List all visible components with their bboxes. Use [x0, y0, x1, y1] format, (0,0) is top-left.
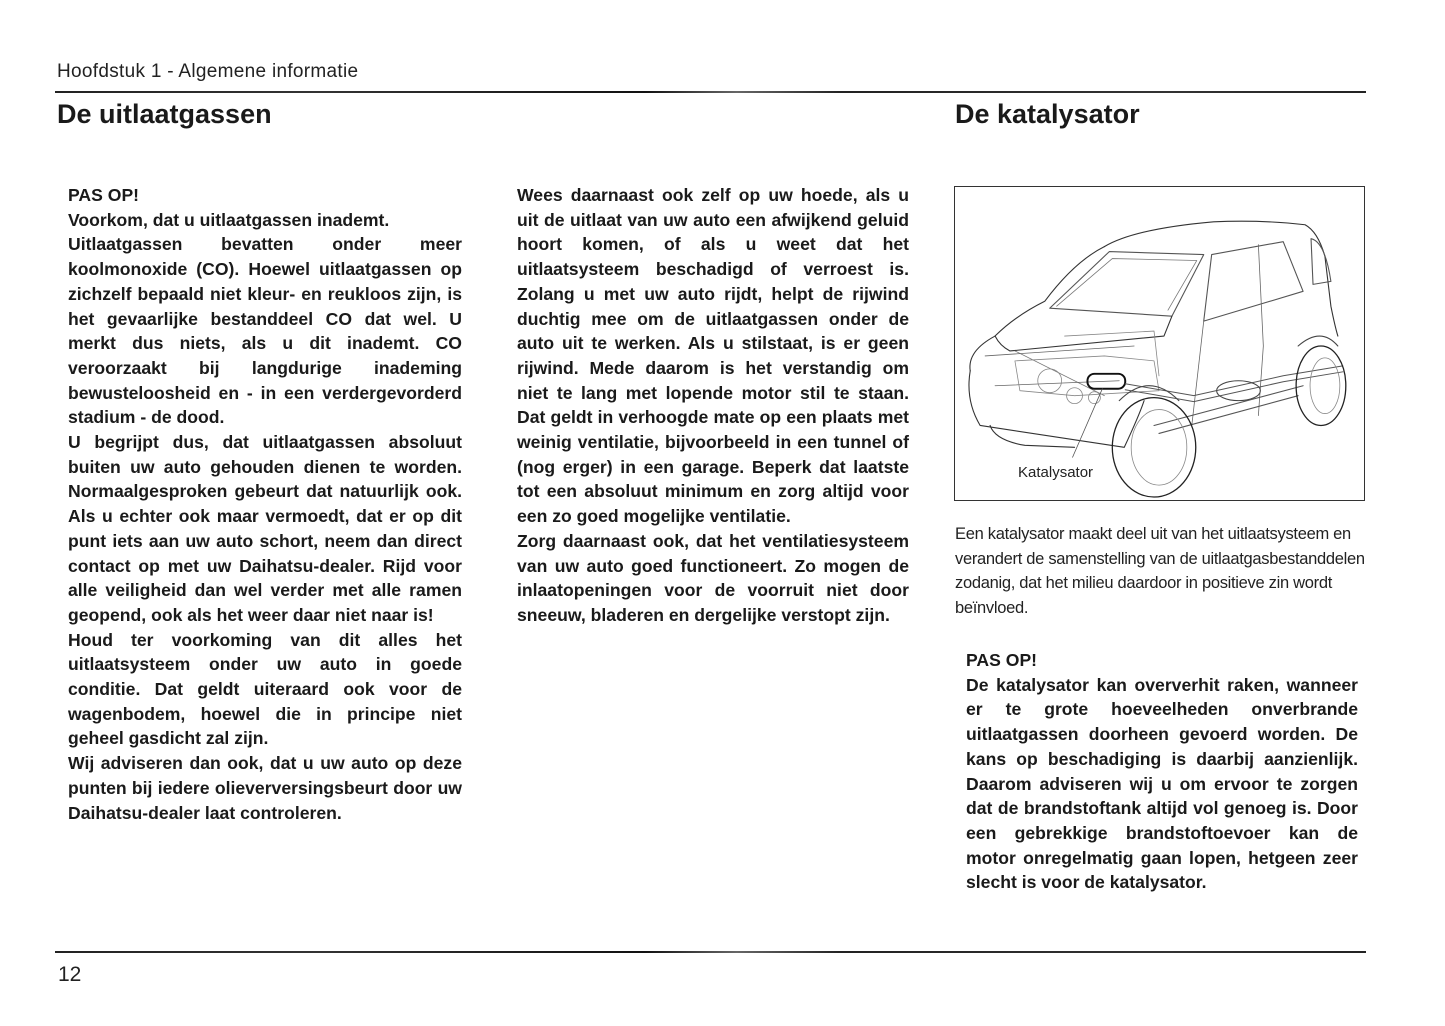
section-title-catalytic-converter: De katalysator — [955, 99, 1140, 129]
paragraph: De katalysator kan oververhit raken, wanneer er te grote hoeveelheden onverbrande uitlaatgassen doorheen gevoerd worden. De kans op beschadiging is daarbij aanzienlijk. Daarom adviseren wij u om ervoor te zorgen dat de brandstoftank altijd vol genoeg is. Door een gebrekkige brandstoftoevoer kan de motor onregelmatig gaan lopen, hetgeen zeer slecht is voor de katalysator. — [966, 674, 1358, 893]
running-head: Hoofdstuk 1 - Algemene informatie — [57, 61, 359, 82]
paragraph: Voorkom, dat u uitlaatgassen inademt. — [68, 209, 390, 230]
paragraph: Houd ter voorkoming van dit alles het uitlaatsysteem onder uw auto in goede conditie. Dat geldt uiteraard ook voor de wagenbodem, hoewel die in principe niet geheel gasdicht zal zijn. — [68, 629, 462, 749]
header-rule — [55, 91, 1366, 93]
catalytic-converter-figure — [954, 186, 1365, 501]
paragraph: Uitlaatgassen bevatten onder meer koolmonoxide (CO). Hoewel uitlaatgassen op zichzelf bepaald niet kleur- en reukloos zijn, is het gevaarlijke bestanddeel CO dat wel. U merkt dus niets, als u dit inademt. CO veroorzaakt bij langdurige inademing bewusteloosheid en - in een verdergevorderd stadium - de dood. — [68, 234, 462, 428]
text-column-3 — [966, 648, 1358, 895]
paragraph: Zorg daarnaast ook, dat het ventilatiesysteem van uw auto goed functioneert. Zo mogen de inlaatopeningen voor de voorruit niet door sneeuw, bladeren en dergelijke verstopt zijn. — [517, 530, 909, 625]
section-title-exhaust-gases: De uitlaatgassen — [57, 99, 272, 129]
text-column-2 — [517, 183, 909, 628]
paragraph: Wees daarnaast ook zelf op uw hoede, als u uit de uitlaat van uw auto een afwijkend geluid hoort komen, of als u weet dat het uitlaatsysteem beschadigd of verroest is. Zolang u met uw auto rijdt, helpt de rijwind duchtig mee om de uitlaatgassen onder de auto uit te werken. Als u stilstaat, is er geen rijwind. Mede daarom is het verstandig om niet te lang met lopende motor stil te staan. Dat geldt in verhoogde mate op een plaats met weinig ventilatie, bijvoorbeeld in een tunnel of (nog erger) in een garage. Beperk dat laatste tot een absoluut minimum en zorg altijd voor een zo goed mogelijke ventilatie. — [517, 185, 909, 527]
figure-callout-label: Katalysator — [1018, 464, 1094, 481]
figure-caption: Een katalysator maakt deel uit van het uitlaatsysteem en verandert de samenstelling van de uitlaatgasbestanddelen zodanig, dat het milieu daardoor in positieve zin wordt beïnvloed. — [955, 525, 1365, 617]
warning-label: PAS OP! — [68, 185, 140, 205]
warning-label: PAS OP! — [966, 650, 1038, 670]
car-illustration-icon — [955, 187, 1364, 500]
paragraph: Wij adviseren dan ook, dat u uw auto op deze punten bij iedere olieverversingsbeurt door uw Daihatsu-dealer laat controleren. — [68, 753, 462, 823]
paragraph: U begrijpt dus, dat uitlaatgassen absoluut buiten uw auto gehouden dienen te worden. Normaalgesproken gebeurt dat natuurlijk ook. Als u echter ook maar vermoedt, dat er op dit punt iets aan uw auto schort, neem dan direct contact op met uw Daihatsu-dealer. Rijd voor alle veiligheid dan wel verder met alle ramen geopend, ook als het weer daar niet naar is! — [68, 432, 462, 625]
footer-rule — [55, 951, 1366, 953]
page-number: 12 — [58, 963, 82, 986]
text-column-1 — [68, 183, 462, 825]
